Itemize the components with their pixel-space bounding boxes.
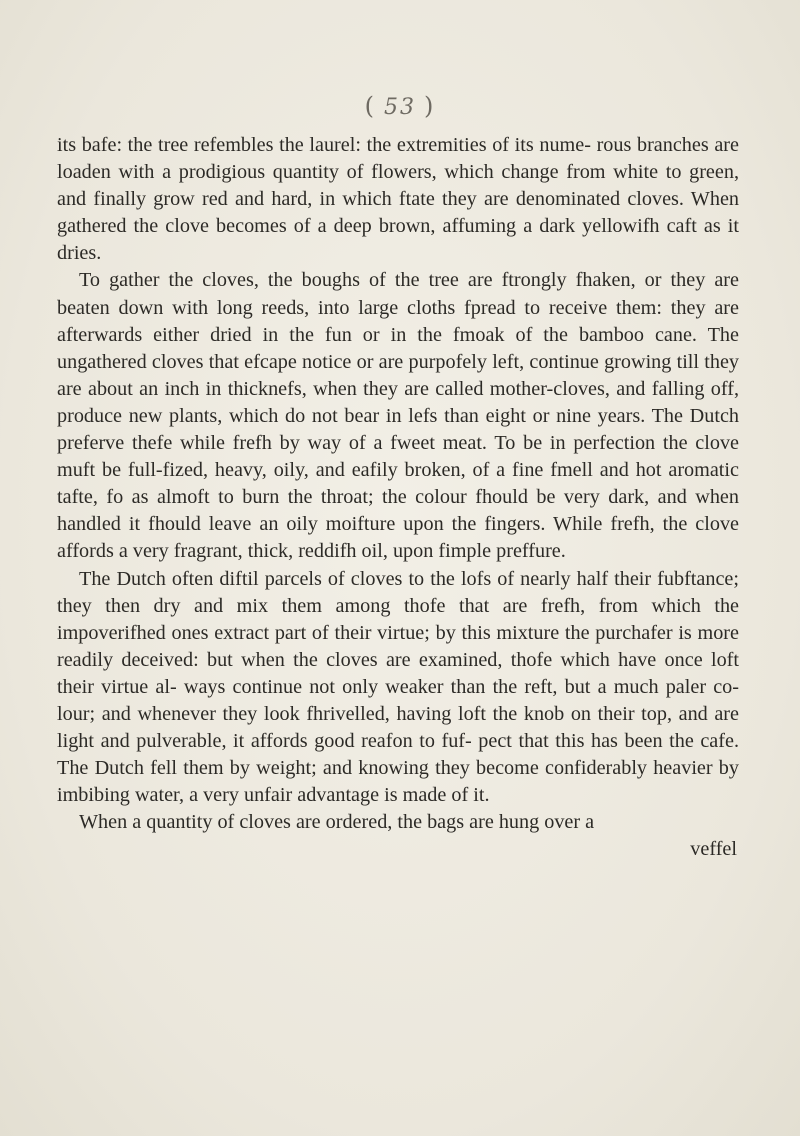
body-text: [57, 132, 739, 864]
folio-open-paren: (: [364, 92, 376, 120]
paragraph-4: When a quantity of cloves are ordered, the bags are hung over a: [79, 811, 595, 834]
page-number: [0, 92, 800, 120]
folio-number: 53: [384, 95, 416, 120]
paragraph-2: To gather the cloves, the boughs of the tree are ftrongly fhaken, or they are beaten down with long reeds, into large cloths fpread to receive them: they are afterwards either dried in the fun or in the fmoak of the bamboo cane. The ungathered cloves that efcape notice or are purpofely left, continue growing till they are about an inch in thicknefs, when they are called mother-cloves, and falling off, produce new plants, which do not bear in lefs than eight or nine years. The Dutch preferve thefe while frefh by way of a fweet meat. To be in perfection the clove muft be full-fized, heavy, oily, and eafily broken, of a fine fmell and hot aromatic tafte, fo as almoft to burn the throat; the colour fhould be very dark, and when handled it fhould leave an oily moifture upon the fingers. While frefh, the clove affords a very fragrant, thick, reddifh oil, upon fimple preffure.: [57, 269, 739, 563]
catchword: veffel: [690, 838, 737, 861]
paragraph-1: its bafe: the tree refembles the laurel: the extremities of its nume- rous branches are loaden with a prodigious quantity of flowers, which change from white to green, and finally grow red and hard, in which ftate they are denominated cloves. When gathered the clove becomes of a deep brown, affuming a dark yellowifh caft as it dries.: [57, 134, 739, 265]
paragraph-3: The Dutch often diftil parcels of cloves to the lofs of nearly half their fubftance; they then dry and mix them among thofe that are frefh, from which the impoverifhed ones extract part of their virtue; by this mixture the purchafer is more readily deceived: but when the cloves are examined, thofe which have once loft their virtue al- ways continue not only weaker than the reft, but a much paler co- lour; and whenever they look fhrivelled, having loft the knob on their top, and are light and pulverable, it affords good reafon to fuf- pect that this has been the cafe. The Dutch fell them by weight; and knowing they become confiderably heavier by imbibing water, a very unfair advantage is made of it.: [57, 567, 739, 807]
folio-close-paren: ): [424, 92, 436, 120]
